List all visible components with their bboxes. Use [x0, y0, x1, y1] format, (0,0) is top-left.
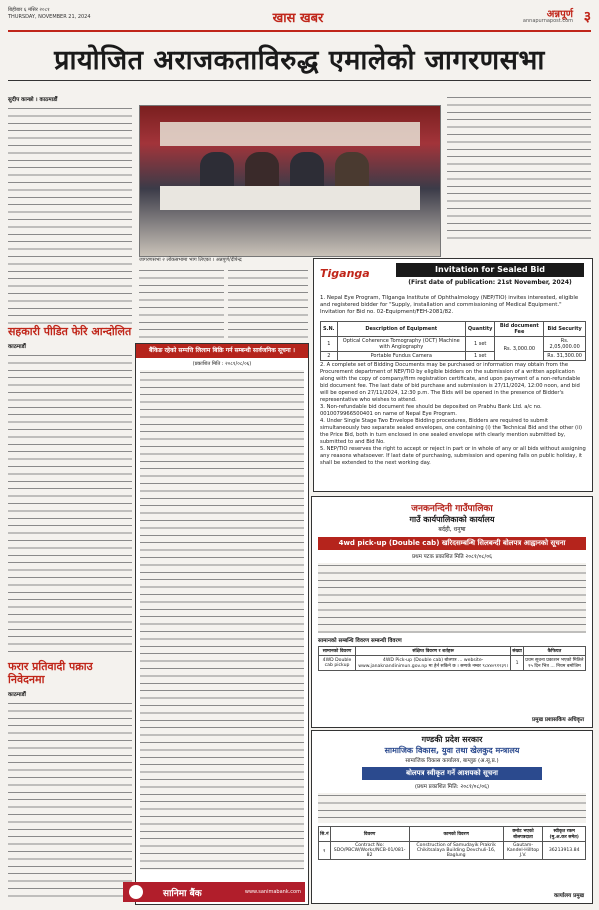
table-cell: १ — [319, 842, 331, 860]
gandaki-pub-line: (प्रथम प्रकाशित मिति: २०८१/०८/०६) — [414, 784, 490, 790]
brand-name[interactable]: अन्नपूर्ण — [546, 9, 573, 20]
janak-table-title: सामानको सम्बन्धि विवरण सम्बन्धी विवरण — [318, 638, 402, 644]
gandaki-table-wrap — [318, 826, 586, 860]
table-cell: 1 set — [465, 337, 495, 352]
janak-office: गाउँ कार्यपालिकाको कार्यालय — [409, 515, 495, 524]
gandaki-notice-title: बोलपत्र स्वीकृत गर्ने आशयको सूचना — [362, 767, 542, 780]
gandaki-gov: गण्डकी प्रदेश सरकार — [421, 735, 483, 744]
table-cell: 2 — [321, 352, 338, 361]
table-cell: 1 — [511, 656, 524, 671]
section-title: खास खबर — [272, 11, 324, 26]
bank-url[interactable]: www.sanimabank.com — [244, 889, 301, 895]
janak-gov: जनकनन्दिनी गाउँपालिका — [411, 504, 493, 514]
table-cell: Optical Coherence Tomography (OCT) Machine with Angiography — [337, 337, 465, 352]
table-cell: 1 — [321, 337, 338, 352]
janak-footer: प्रमुख प्रशासकिय अधिकृत — [532, 717, 584, 723]
right-body — [447, 95, 591, 245]
table-header-cell: Bid document Fee — [495, 322, 544, 337]
masthead-date — [8, 7, 91, 21]
mid-body-2 — [228, 268, 308, 338]
table-header-cell: छनोट भएको बोलपत्रदाता — [503, 827, 543, 842]
side-story-title[interactable]: सहकारी पीडित फेरि आन्दोलित — [8, 325, 132, 338]
side-story-2-title[interactable]: फरार प्रतिवादी पक्राउ निवेदनमा — [8, 660, 93, 686]
masthead — [8, 6, 591, 28]
table-cell: प्रथम सूचना प्रकाशन भएको मितिले १५ दिन भित्र ... नियम बमोजिम — [523, 656, 585, 671]
gandaki-ministry: सामाजिक विकास, युवा तथा खेलकुद मन्त्रालय — [384, 746, 520, 755]
photo-caption: जागरणसभा २ लोकसभामा भाग लिएका । अन्नपूर्ण/दीपेन्द्र — [139, 257, 242, 263]
tender-note: 4. Under Single Stage Two Envelope Bidding procedures, Bidders are required to submit simultaneously two separate sealed envelopes, one containing (i) the Technical Bid and the other (ii) the Price Bid, both in turn enclosed in one sealed envelope with clearly mention submitted by, submitted to and Bid No. — [320, 418, 582, 445]
janak-place: बर्दही, धनुषा — [438, 526, 466, 533]
side-story-2-body — [8, 701, 132, 901]
gandaki-footer: कार्यालय प्रमुख — [553, 893, 584, 899]
table-header-cell: Description of Equipment — [337, 322, 465, 337]
right-column — [447, 95, 591, 245]
photo-banner — [160, 122, 420, 146]
bank-notice-title: बैंकिङ रहेको सम्पत्ति लिलाम बिक्रि गर्न सम्बन्धी सार्वजनिक सूचना । — [136, 344, 308, 358]
janaknandini-notice — [311, 496, 593, 728]
table-cell: Portable Fundus Camera — [337, 352, 465, 361]
tender-table — [320, 321, 586, 361]
tender-notes — [320, 362, 586, 467]
tender-note: 3. Non-refundable bid document fee should be deposited on Prabhu Bank Ltd. a/c no. 0010079966500401 on name of Nepal Eye Program. — [320, 404, 542, 417]
gandaki-office: सामाजिक विकास कार्यालय, बाग्लुङ (अ.सू.प्र.) — [405, 758, 499, 764]
janak-body — [318, 563, 586, 633]
table-row — [321, 337, 586, 352]
table-header-cell: Quantity — [465, 322, 495, 337]
side-story-2 — [8, 660, 132, 901]
mid-column-1 — [139, 268, 224, 338]
table-header-row — [319, 647, 586, 656]
janak-notice-title: 4wd pick-up (Double cab) खरिदसम्बन्धि सिलबन्दी बोलपत्र आह्वानको सूचना — [318, 537, 586, 550]
table-row — [319, 842, 586, 860]
janak-table — [318, 646, 586, 671]
table-header-cell: संख्या — [511, 647, 524, 656]
bank-auction-notice — [135, 343, 309, 905]
gandaki-table — [318, 826, 586, 860]
tender-note: 2. A complete set of Bidding Documents may be purchased or information may obtain from the Procurement department of NEP/TIO by eligible bidders on the submission of a written application along with the copy of company/firm registration certificate, and upon payment of a non-refundable bid document fee. The last date of bid purchase and submission is 27/11/2024, 12:00 noon, and bid will be opened on 27/11/2024, 12:30 p.m. The Bids will be opened in the presence of Bidder's representative who wishes to attend. — [320, 362, 581, 403]
table-cell: 4WD Pick-up (Double cab) बोलपत्र ... website-www.janaknandinimun.gov.np मा हेर्न सकिने छ । सम्पर्क नम्बर ९८४४०९१२३९। — [356, 656, 511, 671]
tender-heading: Invitation for Sealed Bid — [396, 263, 584, 277]
table-cell: Contract No: SDO/PBCW/Works/NCB-01/081-82 — [330, 842, 409, 860]
side-story-2-byline: काठमाडौं — [8, 692, 26, 698]
table-header-cell: स्वीकृत रकम (मु.अ.कर समेत) — [543, 827, 586, 842]
table-header-cell: सि.नं — [319, 827, 331, 842]
tender-publication-date: (First date of publication: 21st November, 2024) — [408, 279, 572, 286]
table-header-cell: संक्षिप्त विवरण र शर्तहरू — [356, 647, 511, 656]
bank-logo-icon — [129, 885, 143, 899]
table-cell: 36213913.84 — [543, 842, 586, 860]
header-rule — [8, 30, 591, 32]
table-header-cell: Bid Security — [544, 322, 586, 337]
janak-table-wrap — [318, 646, 586, 671]
table-header-row — [321, 322, 586, 337]
lead-body — [8, 106, 132, 328]
table-cell: Rs. 3,000.00 — [495, 337, 544, 361]
table-cell: Gautam-Kandel-Hilltop J.V. — [503, 842, 543, 860]
table-cell: 1 set — [465, 352, 495, 361]
gandaki-body — [318, 793, 586, 823]
page-number: ३ — [583, 9, 591, 25]
table-header-cell: विवरण — [330, 827, 409, 842]
lead-column — [8, 95, 132, 328]
mid-body-1 — [139, 268, 224, 338]
table-cell: Rs. 31,300.00 — [544, 352, 586, 361]
tender-note: 5. NEP/TIO reserves the right to accept or reject in part or in whole of any or all bids without assigning any reasons whatsoever. If last date of purchasing, submission and opening falls on public holiday, it shall be extended to the next working day. — [320, 446, 586, 466]
date-nepali: बिहीबार ६ मंसिर २०८१ — [8, 7, 50, 13]
table-header-cell: कामको विवरण — [409, 827, 503, 842]
photo-table — [160, 186, 420, 210]
janak-pub-line: प्रथम पटक प्रकाशित मिति २०८१/०८/०६ — [412, 554, 492, 560]
table-header-row — [319, 827, 586, 842]
headline-rule — [8, 80, 591, 81]
side-story-byline: काठमाडौं — [8, 344, 26, 350]
sanima-bank-footer[interactable] — [123, 882, 305, 902]
bank-notice-date: (प्रकाशित मिति : २०८१/०८/०६) — [192, 361, 252, 367]
tender-intro: 1. Nepal Eye Program, Tilganga Institute of Ophthalmology (NEP/TIO) invites interested, eligible and registered bidder for "Supply, installation and commissioning of Medical Equipment." Invitation for Bid no. 02-Equipment/FEH-2081/82. — [320, 295, 579, 315]
news-photo — [139, 105, 441, 257]
lead-byline: सुदीप कान्छो । काठमाडौं — [8, 97, 58, 103]
headline: प्रायोजित अराजकताविरुद्ध एमालेको जागरणसभा — [54, 45, 545, 76]
tilganga-tender — [313, 258, 593, 492]
tilganga-logo: Tiganga — [320, 267, 370, 280]
brand-url[interactable]: annapurnapost.com — [522, 18, 573, 24]
date-english: THURSDAY, NOVEMBER 21, 2024 — [8, 14, 91, 20]
gandaki-notice — [311, 730, 593, 904]
bank-name: सानिमा बैंक — [163, 889, 202, 899]
table-row — [321, 352, 586, 361]
table-header-cell: कैफियत — [523, 647, 585, 656]
side-story-body — [8, 353, 132, 653]
table-header-cell: सामानको विवरण — [319, 647, 356, 656]
table-header-cell: S.N. — [321, 322, 338, 337]
bank-notice-body — [140, 370, 304, 870]
table-cell: Construction of Samudayik Prakrik Chikitsalaya Building Devchuli-16, Baglung — [409, 842, 503, 860]
table-cell: Rs. 2,05,000.00 — [544, 337, 586, 352]
mid-column-2 — [228, 268, 308, 338]
table-cell: 4WD Double cab pickup — [319, 656, 356, 671]
table-row — [319, 656, 586, 671]
side-story — [8, 325, 132, 653]
